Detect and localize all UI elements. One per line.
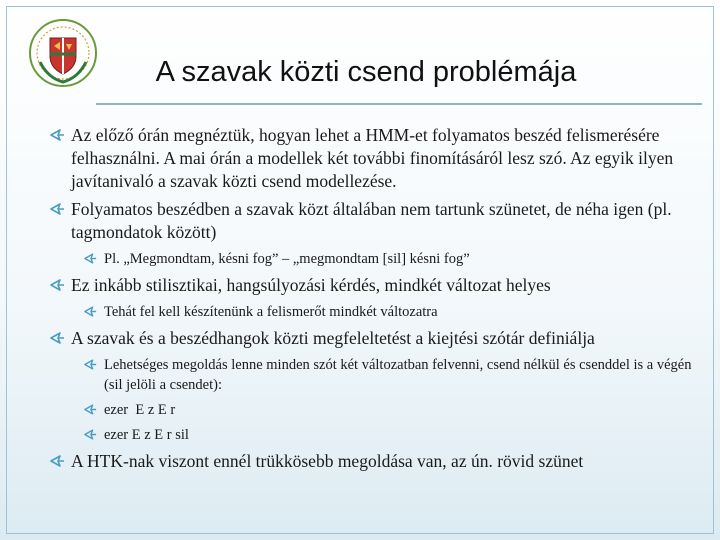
bullet-item: [44, 327, 694, 350]
bullet-item: [44, 198, 694, 244]
bullet-arrow-icon: [84, 429, 97, 440]
sub-bullet-item: [44, 302, 694, 322]
bullet-arrow-icon: [84, 306, 97, 317]
bullet-item: [44, 274, 694, 297]
bullet-text: A HTK-nak viszont ennél trükkösebb megoldása van, az ún. rövid szünet: [71, 451, 584, 471]
bullet-text: Folyamatos beszédben a szavak közt általában nem tartunk szünetet, de néha igen (pl. tagmondatok között): [71, 199, 672, 242]
bullet-arrow-icon: [84, 253, 97, 264]
bullet-text: ezer E z E r sil: [104, 427, 189, 443]
sub-bullet-item: [44, 400, 694, 420]
bullet-arrow-icon: [50, 203, 65, 215]
title-divider: [96, 103, 702, 105]
bullet-text: A szavak és a beszédhangok közti megfeleltetést a kiejtési szótár definiálja: [71, 328, 595, 348]
bullet-list: [44, 124, 694, 478]
bullet-text: ezer E z E r: [104, 402, 176, 418]
bullet-arrow-icon: [50, 129, 65, 141]
bullet-arrow-icon: [50, 332, 65, 344]
bullet-text: Tehát fel kell készítenünk a felismerőt mindkét változatra: [104, 304, 438, 320]
bullet-arrow-icon: [50, 455, 65, 467]
bullet-arrow-icon: [50, 279, 65, 291]
slide-title: A szavak közti csend problémája: [155, 56, 577, 88]
sub-bullet-item: [44, 249, 694, 269]
bullet-arrow-icon: [84, 404, 97, 415]
bullet-item: [44, 450, 694, 473]
sub-bullet-item: [44, 355, 694, 395]
sub-bullet-item: [44, 425, 694, 445]
bullet-text: Az előző órán megnéztük, hogyan lehet a HMM-et folyamatos beszéd felismerésére felhasználni. A mai órán a modellek két további finomításáról lesz szó. Az egyik ilyen javítanivaló a szavak közti csend modellezése.: [71, 125, 674, 191]
bullet-arrow-icon: [84, 359, 97, 370]
bullet-text: Pl. „Megmondtam, késni fog” – „megmondtam [sil] késni fog”: [104, 251, 470, 267]
bullet-text: Ez inkább stilisztikai, hangsúlyozási kérdés, mindkét változat helyes: [71, 275, 551, 295]
bullet-item: [44, 124, 694, 193]
bullet-text: Lehetséges megoldás lenne minden szót két változatban felvenni, csend nélkül és csenddel is a végén (sil jelöli a csendet):: [104, 357, 692, 393]
